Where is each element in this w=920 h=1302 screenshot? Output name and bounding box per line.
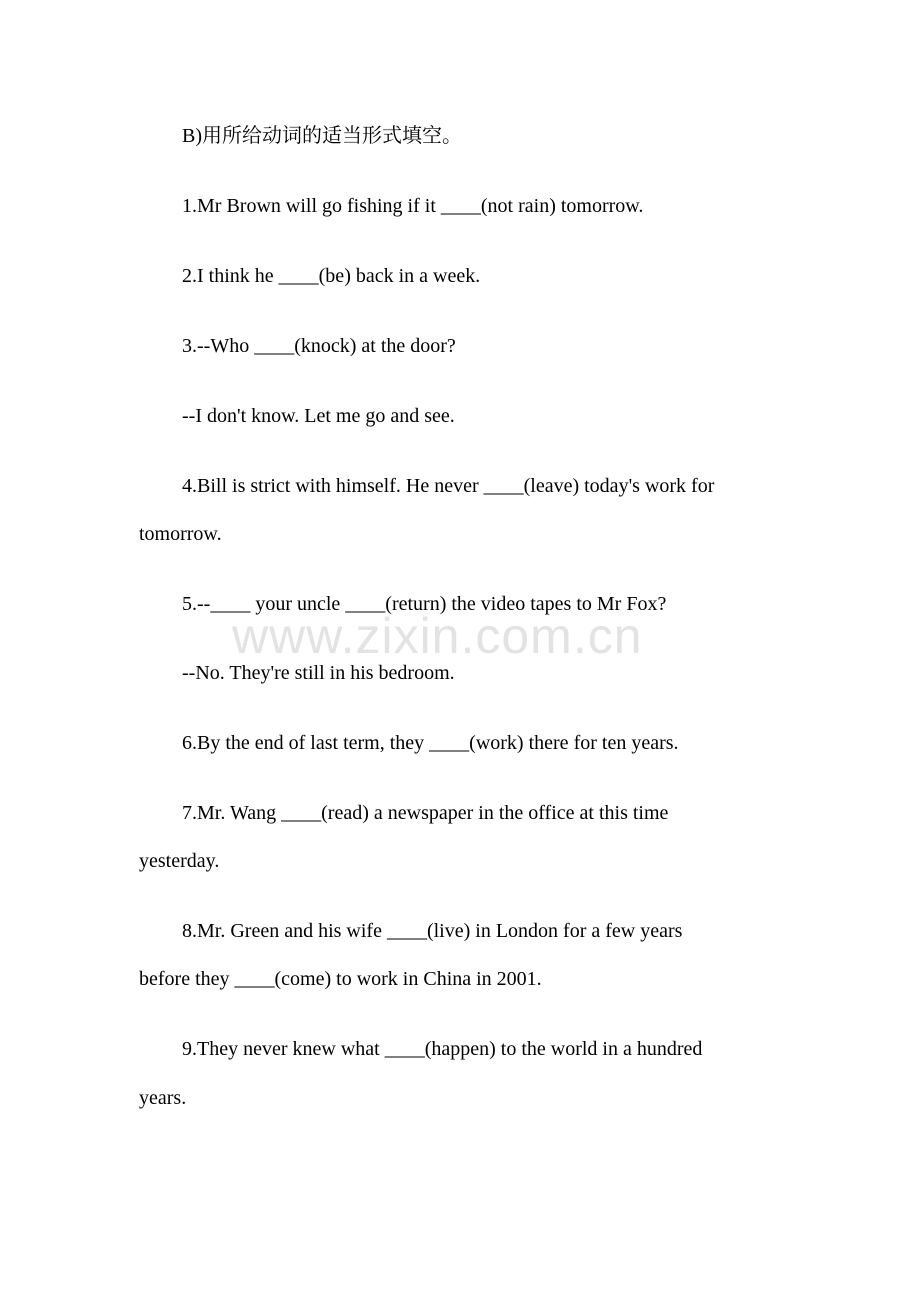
question-8-continuation: before they ____(come) to work in China in 2001. xyxy=(139,968,542,990)
question-3-response: --I don't know. Let me go and see. xyxy=(182,405,455,427)
question-7-continuation: yesterday. xyxy=(139,850,220,872)
question-9-continuation: years. xyxy=(139,1087,187,1109)
question-4-continuation: tomorrow. xyxy=(139,523,222,545)
question-9: 9.They never knew what ____(happen) to the world in a hundred xyxy=(182,1038,703,1060)
section-heading: B)用所给动词的适当形式填空。 xyxy=(182,125,462,147)
question-5: 5.--____ your uncle ____(return) the video tapes to Mr Fox? xyxy=(182,593,667,615)
question-1: 1.Mr Brown will go fishing if it ____(not rain) tomorrow. xyxy=(182,195,644,217)
question-3: 3.--Who ____(knock) at the door? xyxy=(182,335,456,357)
question-8: 8.Mr. Green and his wife ____(live) in London for a few years xyxy=(182,920,683,942)
watermark: www.zixin.com.cn xyxy=(232,608,643,664)
question-5-response: --No. They're still in his bedroom. xyxy=(182,662,455,684)
question-6: 6.By the end of last term, they ____(work) there for ten years. xyxy=(182,732,679,754)
question-7: 7.Mr. Wang ____(read) a newspaper in the office at this time xyxy=(182,802,669,824)
question-4: 4.Bill is strict with himself. He never ____(leave) today's work for xyxy=(182,475,715,497)
question-2: 2.I think he ____(be) back in a week. xyxy=(182,265,481,287)
